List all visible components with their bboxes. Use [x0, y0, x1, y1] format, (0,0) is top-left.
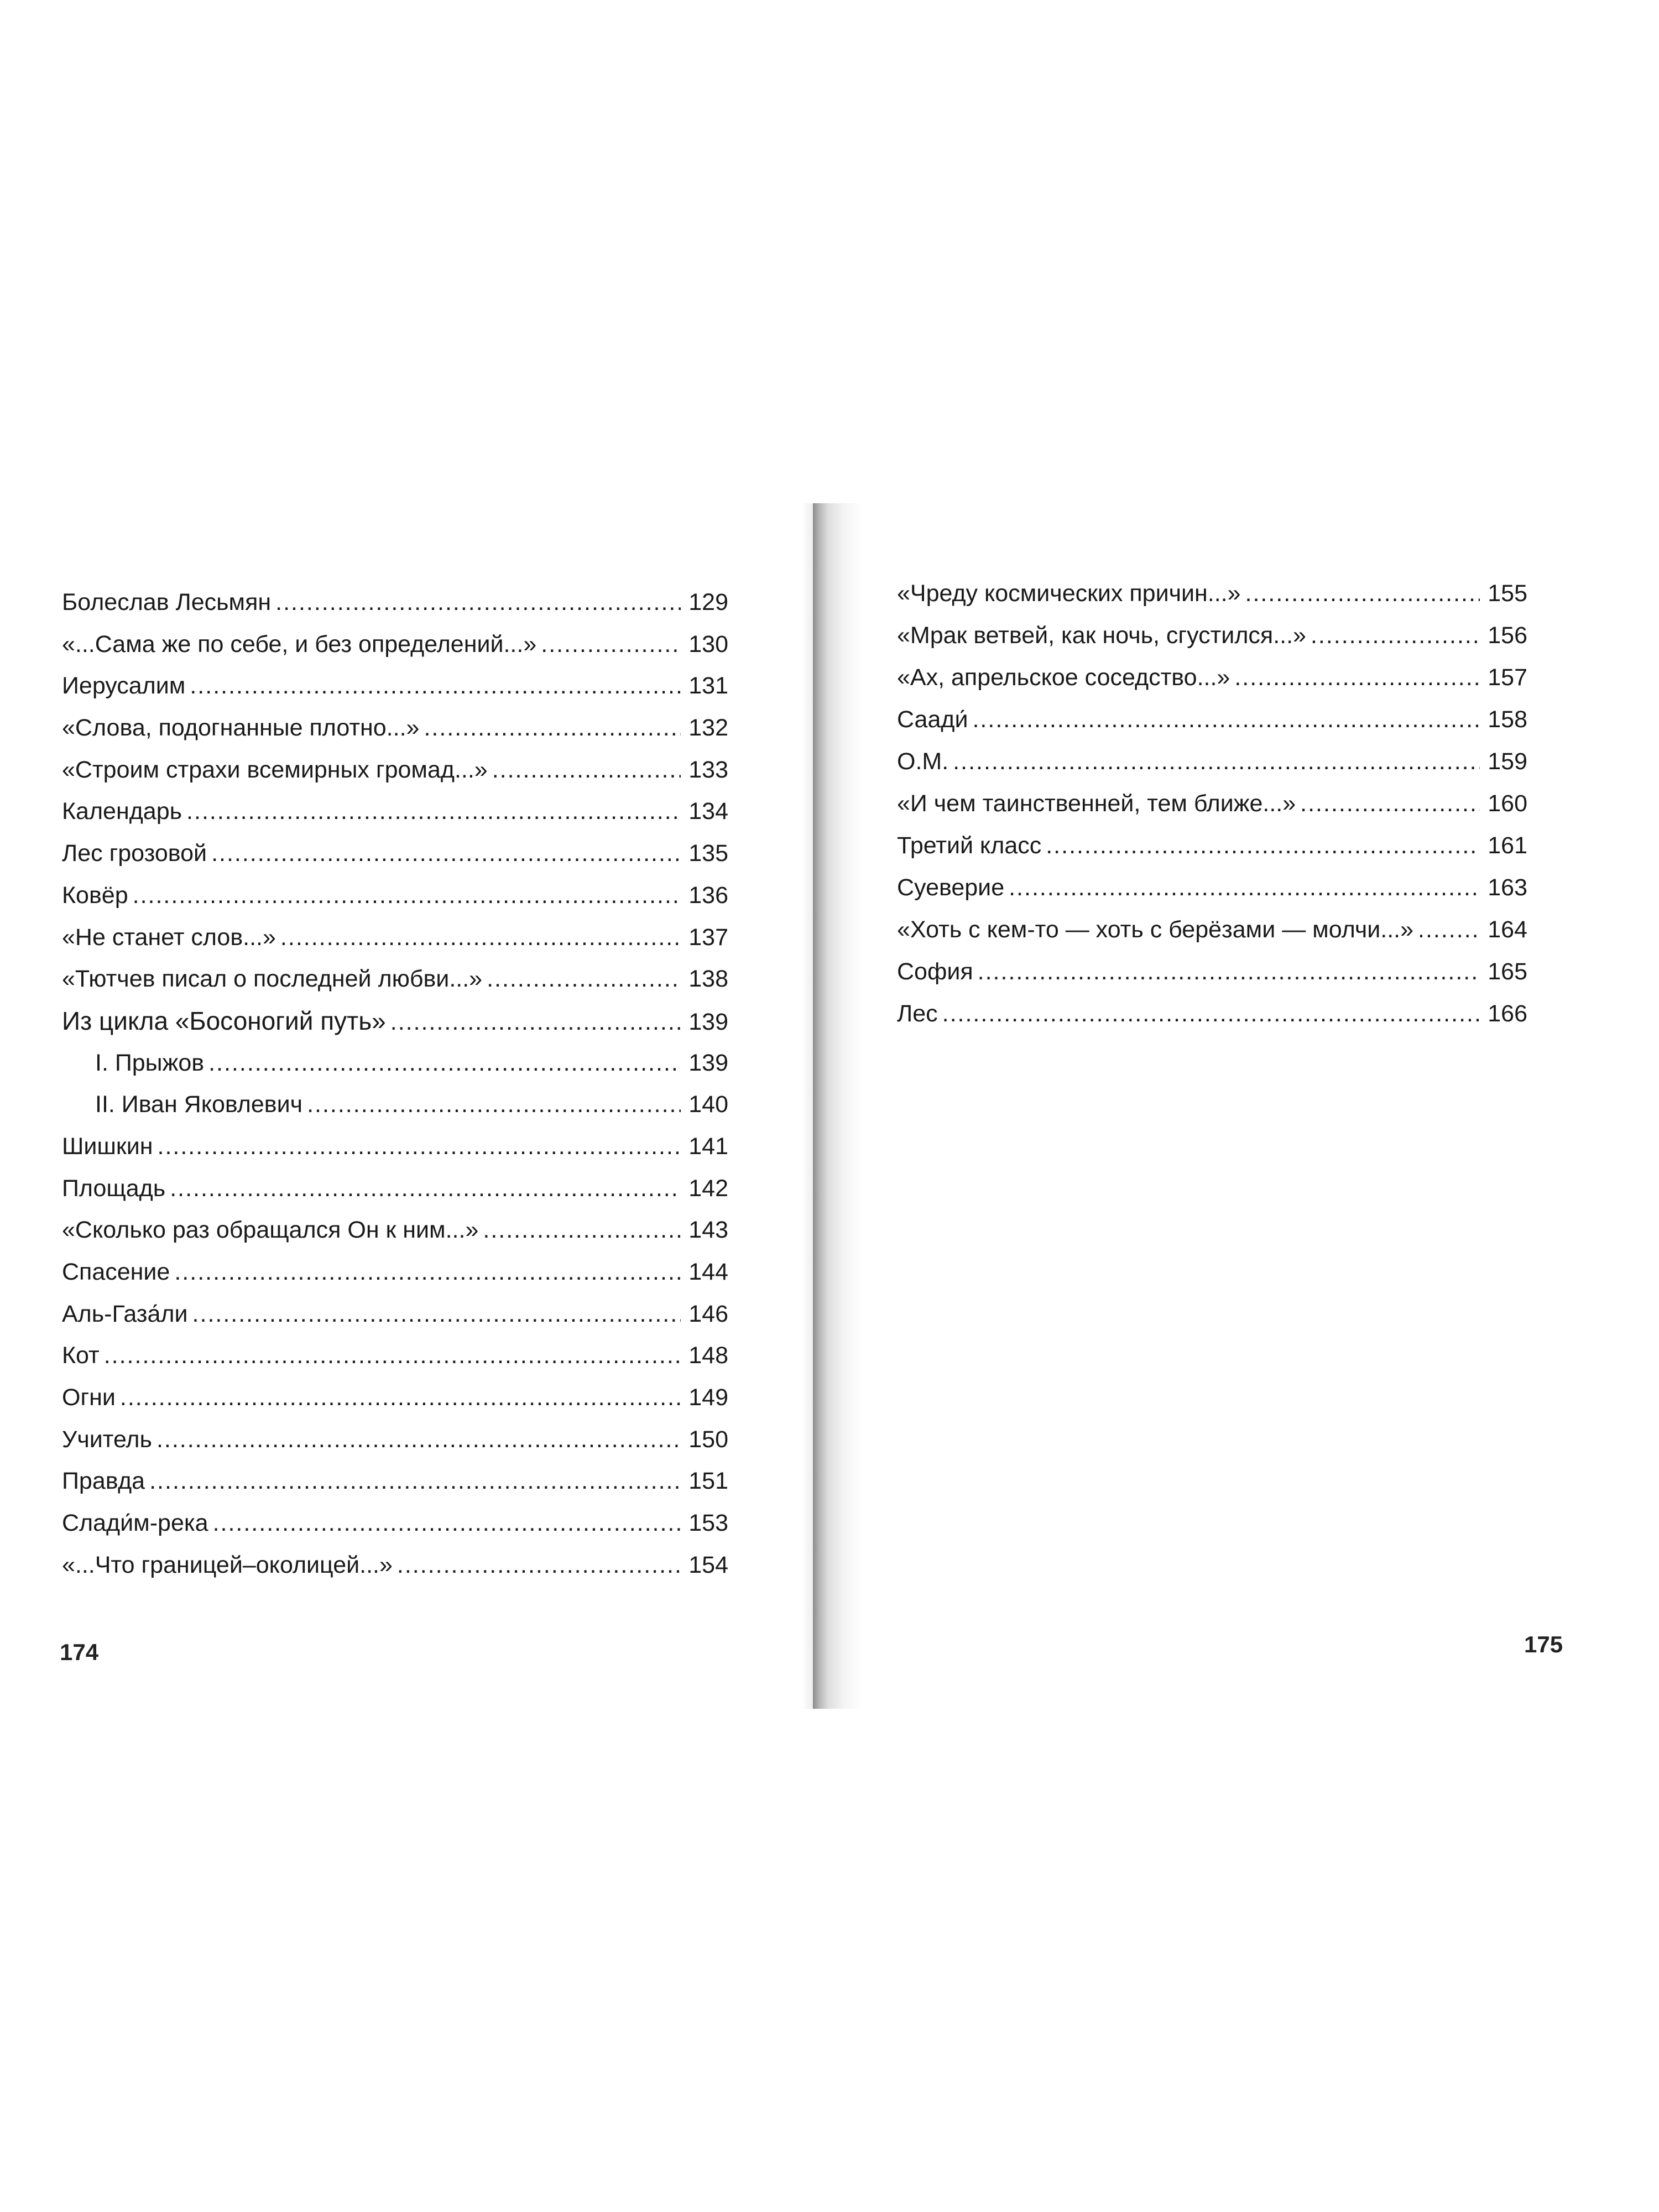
toc-entry-page: 156 — [1488, 622, 1527, 649]
toc-entry — [897, 782, 1527, 825]
toc-subentry — [62, 1084, 728, 1126]
toc-entry-title: Кот — [62, 1342, 100, 1369]
toc-entry-page: 166 — [1488, 1000, 1527, 1027]
toc-leader-dots — [953, 740, 1480, 782]
toc-leader-dots — [186, 791, 681, 833]
toc-leader-dots — [1009, 867, 1480, 909]
toc-entry-page: 143 — [688, 1217, 728, 1244]
toc-entry — [62, 958, 728, 1000]
toc-entry-title: «...Сама же по себе, и без определений...» — [62, 630, 537, 658]
toc-entry — [62, 1419, 728, 1461]
toc-entry — [897, 572, 1527, 614]
toc-entry — [62, 1168, 728, 1210]
toc-entry — [62, 791, 728, 833]
toc-entry-title: Площадь — [62, 1175, 166, 1202]
toc-entry — [897, 909, 1527, 951]
toc-entry-page: 137 — [688, 924, 728, 951]
toc-entry-title: «И чем таинственней, тем ближе...» — [897, 790, 1296, 817]
toc-entry — [62, 875, 728, 917]
toc-entry-page: 131 — [688, 672, 728, 700]
toc-leader-dots — [483, 1209, 681, 1251]
toc-section-entry — [62, 1000, 728, 1042]
toc-entry-title: «Мрак ветвей, как ночь, сгустился...» — [897, 622, 1306, 649]
toc-entry — [62, 707, 728, 749]
toc-entry-page: 155 — [1488, 580, 1527, 607]
toc-entry-page: 154 — [688, 1551, 728, 1578]
toc-entry-page: 158 — [1488, 706, 1527, 733]
toc-entry — [62, 1377, 728, 1419]
toc-leader-dots — [1311, 614, 1480, 656]
toc-entry — [62, 1335, 728, 1377]
toc-leader-dots — [541, 624, 681, 666]
toc-entry — [62, 1126, 728, 1168]
toc-entry-title: Третий класс — [897, 832, 1042, 859]
toc-entry-page: 139 — [688, 1008, 728, 1035]
toc-entry-title: «Сколько раз обращался Он к ним...» — [62, 1217, 479, 1244]
toc-entry-title: Лес грозовой — [62, 840, 207, 867]
toc-entry-title: Шишкин — [62, 1133, 153, 1160]
toc-entry — [62, 1251, 728, 1293]
toc-leader-dots — [307, 1084, 681, 1126]
toc-leader-dots — [170, 1168, 681, 1210]
toc-leader-dots — [133, 875, 681, 917]
toc-entry-page: 164 — [1488, 916, 1527, 943]
toc-entry-page: 140 — [688, 1091, 728, 1118]
toc-left-list — [62, 582, 728, 1587]
toc-entry — [62, 582, 728, 624]
toc-entry-page: 134 — [688, 798, 728, 825]
toc-entry-title: Ковёр — [62, 881, 128, 909]
toc-entry-title: I. Прыжов — [95, 1049, 205, 1076]
toc-entry-title: Лес — [897, 1000, 938, 1027]
toc-entry — [897, 698, 1527, 740]
toc-leader-dots — [978, 951, 1480, 993]
toc-entry-title: «Строим страхи всемирных громад...» — [62, 756, 488, 783]
toc-leader-dots — [1418, 909, 1480, 951]
toc-leader-dots — [487, 958, 681, 1000]
toc-entry-page: 160 — [1488, 790, 1527, 817]
toc-entry — [897, 867, 1527, 909]
toc-leader-dots — [972, 698, 1480, 740]
toc-entry-page: 153 — [688, 1510, 728, 1537]
toc-entry-page: 148 — [688, 1342, 728, 1369]
toc-entry-title: «Не станет слов...» — [62, 924, 276, 951]
page-number-right: 175 — [1524, 1631, 1563, 1657]
toc-entry-title: II. Иван Яковлевич — [95, 1091, 303, 1118]
toc-leader-dots — [156, 1419, 681, 1461]
toc-entry-title: Аль-Газа́ли — [62, 1300, 188, 1327]
toc-entry — [62, 1209, 728, 1251]
toc-entry-page: 135 — [688, 840, 728, 867]
toc-entry-title: О.М. — [897, 748, 949, 775]
toc-leader-dots — [942, 993, 1480, 1035]
toc-entry-title: София — [897, 958, 973, 985]
toc-entry — [62, 624, 728, 666]
toc-entry — [897, 614, 1527, 656]
toc-entry — [897, 656, 1527, 698]
toc-entry-title: Учитель — [62, 1426, 152, 1453]
toc-entry-title: «Хоть с кем-то — хоть с берёзами — молчи...» — [897, 916, 1414, 943]
toc-leader-dots — [390, 1001, 681, 1044]
toc-entry-page: 165 — [1488, 958, 1527, 985]
toc-leader-dots — [211, 833, 681, 875]
toc-entry — [62, 1503, 728, 1545]
toc-leader-dots — [492, 749, 681, 791]
toc-entry-page: 151 — [688, 1468, 728, 1495]
toc-leader-dots — [1300, 782, 1480, 825]
toc-entry-title: «Ах, апрельское соседство...» — [897, 664, 1230, 691]
toc-entry-page: 141 — [688, 1133, 728, 1160]
toc-entry-title: Правда — [62, 1468, 145, 1495]
page-number-left: 174 — [60, 1639, 99, 1665]
toc-entry — [62, 917, 728, 959]
toc-entry — [897, 993, 1527, 1035]
toc-entry-page: 161 — [1488, 832, 1527, 859]
toc-entry-page: 132 — [688, 714, 728, 742]
toc-leader-dots — [397, 1545, 681, 1587]
toc-entry-page: 163 — [1488, 874, 1527, 901]
toc-entry-title: Слади́м-река — [62, 1510, 208, 1537]
toc-leader-dots — [158, 1126, 681, 1168]
toc-entry — [62, 1545, 728, 1587]
toc-entry-page: 157 — [1488, 664, 1527, 691]
toc-leader-dots — [1245, 572, 1480, 614]
toc-entry — [62, 749, 728, 791]
toc-entry-title: Спасение — [62, 1259, 170, 1285]
toc-leader-dots — [1046, 825, 1480, 867]
toc-entry-page: 149 — [688, 1384, 728, 1411]
toc-entry-page: 144 — [688, 1259, 728, 1285]
toc-entry — [62, 1460, 728, 1503]
toc-entry-page: 129 — [688, 589, 728, 615]
toc-leader-dots — [208, 1042, 681, 1084]
toc-entry-title: Суеверие — [897, 874, 1005, 901]
toc-leader-dots — [424, 707, 681, 749]
toc-entry-page: 146 — [688, 1300, 728, 1327]
toc-entry-page: 133 — [688, 756, 728, 783]
toc-entry — [897, 740, 1527, 782]
toc-leader-dots — [280, 917, 681, 959]
toc-entry-title: «Слова, подогнанные плотно...» — [62, 714, 420, 742]
toc-entry-page: 150 — [688, 1426, 728, 1453]
toc-leader-dots — [120, 1377, 681, 1419]
toc-entry-page: 138 — [688, 966, 728, 993]
toc-entry-title: Иерусалим — [62, 672, 186, 700]
toc-entry-title: «Чреду космических причин...» — [897, 580, 1241, 607]
toc-leader-dots — [213, 1503, 681, 1545]
toc-entry-title: Календарь — [62, 798, 182, 825]
toc-entry — [897, 951, 1527, 993]
toc-leader-dots — [275, 582, 681, 624]
toc-entry-title: «...Что границей–околицей...» — [62, 1551, 393, 1578]
toc-leader-dots — [192, 1293, 681, 1335]
toc-leader-dots — [190, 665, 681, 707]
toc-section-title: Из цикла «Босоногий путь» — [62, 1006, 386, 1035]
toc-leader-dots — [104, 1335, 681, 1377]
toc-entry-title: Огни — [62, 1384, 116, 1411]
toc-entry-page: 136 — [688, 881, 728, 909]
toc-entry-page: 142 — [688, 1175, 728, 1202]
toc-leader-dots — [174, 1251, 681, 1293]
toc-entry-page: 130 — [688, 630, 728, 658]
toc-entry-title: Болеслав Лесьмян — [62, 589, 272, 615]
toc-right-list — [897, 572, 1527, 1035]
toc-entry-page: 139 — [688, 1049, 728, 1076]
toc-entry-title: Саади́ — [897, 706, 968, 733]
toc-leader-dots — [1234, 656, 1480, 698]
toc-entry-page: 159 — [1488, 748, 1527, 775]
toc-entry — [62, 1293, 728, 1335]
toc-entry — [62, 665, 728, 707]
toc-leader-dots — [149, 1460, 681, 1503]
toc-entry — [897, 825, 1527, 867]
toc-entry — [62, 833, 728, 875]
toc-entry-title: «Тютчев писал о последней любви...» — [62, 966, 483, 993]
toc-subentry — [62, 1042, 728, 1084]
